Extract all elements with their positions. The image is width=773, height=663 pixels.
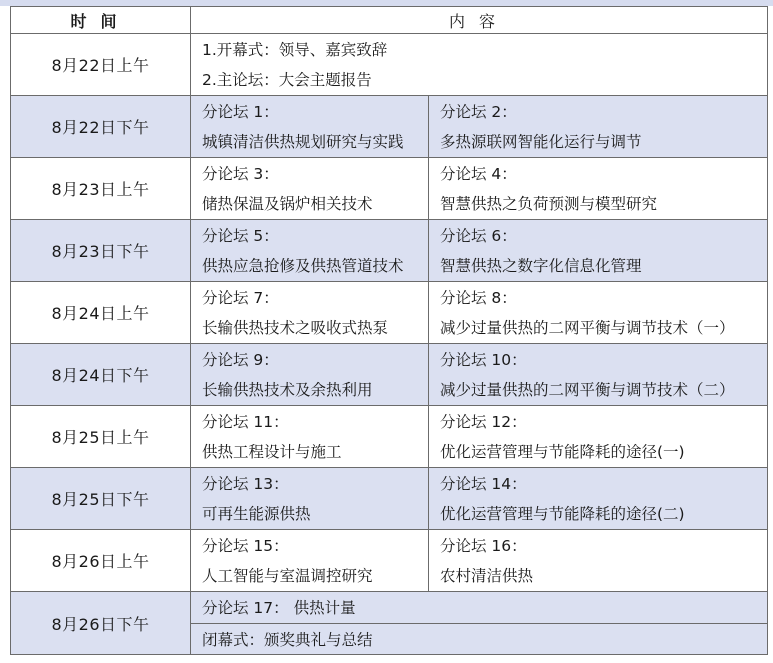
content-line: 1.开幕式：领导、嘉宾致辞 [202,40,388,59]
session-topic: 农村清洁供热 [440,566,534,585]
session-topic: 长输供热技术及余热利用 [202,380,373,399]
session-topic: 优化运营管理与节能降耗的途径(二) [440,504,685,523]
session-topic: 可再生能源供热 [202,504,311,523]
session-topic: 多热源联网智能化运行与调节 [440,132,642,151]
session-topic: 供热工程设计与施工 [202,442,342,461]
session-title: 分论坛 6： [440,226,517,245]
session-title: 分论坛 12： [440,412,527,431]
session-title: 分论坛 9： [202,350,279,369]
session-title: 分论坛 13： [202,474,289,493]
row-left-session [191,530,429,592]
session-title: 分论坛 2： [440,102,517,121]
session-title: 分论坛 10： [440,350,527,369]
row-time: 8月24日上午 [11,282,191,344]
session-title: 分论坛 7： [202,288,279,307]
row-time: 8月23日下午 [11,220,191,282]
row-content-top: 分论坛 17： 供热计量 [191,592,768,624]
row-left-session [191,220,429,282]
row-left-session [191,406,429,468]
session-title: 分论坛 11： [202,412,289,431]
session-title: 分论坛 15： [202,536,289,555]
row-content-bottom: 闭幕式：颁奖典礼与总结 [191,623,768,655]
table-row [11,220,768,282]
row-right-session [429,282,768,344]
header-content: 内容 [191,7,768,34]
row-content [191,34,768,96]
row-right-session [429,158,768,220]
row-left-session [191,344,429,406]
session-title: 分论坛 16： [440,536,527,555]
table-row [11,158,768,220]
table-header-row [11,7,768,34]
row-right-session [429,220,768,282]
session-title: 分论坛 3： [202,164,279,183]
row-right-session [429,468,768,530]
row-time: 8月25日下午 [11,468,191,530]
table-row [11,34,768,96]
session-topic: 人工智能与室温调控研究 [202,566,373,585]
session-title: 分论坛 5： [202,226,279,245]
row-right-session [429,344,768,406]
row-left-session [191,96,429,158]
row-right-session [429,96,768,158]
content-line: 2.主论坛：大会主题报告 [202,70,372,89]
session-title: 分论坛 1： [202,102,279,121]
table-row [11,406,768,468]
session-topic: 城镇清洁供热规划研究与实践 [202,132,404,151]
row-time: 8月23日上午 [11,158,191,220]
row-time: 8月22日下午 [11,96,191,158]
header-time: 时间 [11,7,191,34]
row-time: 8月24日下午 [11,344,191,406]
table-row [11,96,768,158]
row-time: 8月25日上午 [11,406,191,468]
session-topic: 减少过量供热的二网平衡与调节技术（二） [440,380,735,399]
row-right-session [429,530,768,592]
schedule-table [10,6,768,655]
session-topic: 长输供热技术之吸收式热泵 [202,318,389,337]
row-left-session [191,158,429,220]
table-row [11,468,768,530]
session-title: 分论坛 8： [440,288,517,307]
session-topic: 智慧供热之数字化信息化管理 [440,256,642,275]
table-row [11,592,768,624]
row-left-session [191,282,429,344]
session-topic: 供热应急抢修及供热管道技术 [202,256,404,275]
row-left-session [191,468,429,530]
session-topic: 智慧供热之负荷预测与模型研究 [440,194,658,213]
session-topic: 储热保温及锅炉相关技术 [202,194,373,213]
session-title: 分论坛 4： [440,164,517,183]
row-time: 8月26日下午 [11,592,191,655]
session-topic: 减少过量供热的二网平衡与调节技术（一） [440,318,735,337]
session-title: 分论坛 14： [440,474,527,493]
session-topic: 优化运营管理与节能降耗的途径(一) [440,442,685,461]
row-time: 8月26日上午 [11,530,191,592]
table-row [11,282,768,344]
table-row [11,530,768,592]
row-time: 8月22日上午 [11,34,191,96]
row-right-session [429,406,768,468]
table-row [11,344,768,406]
